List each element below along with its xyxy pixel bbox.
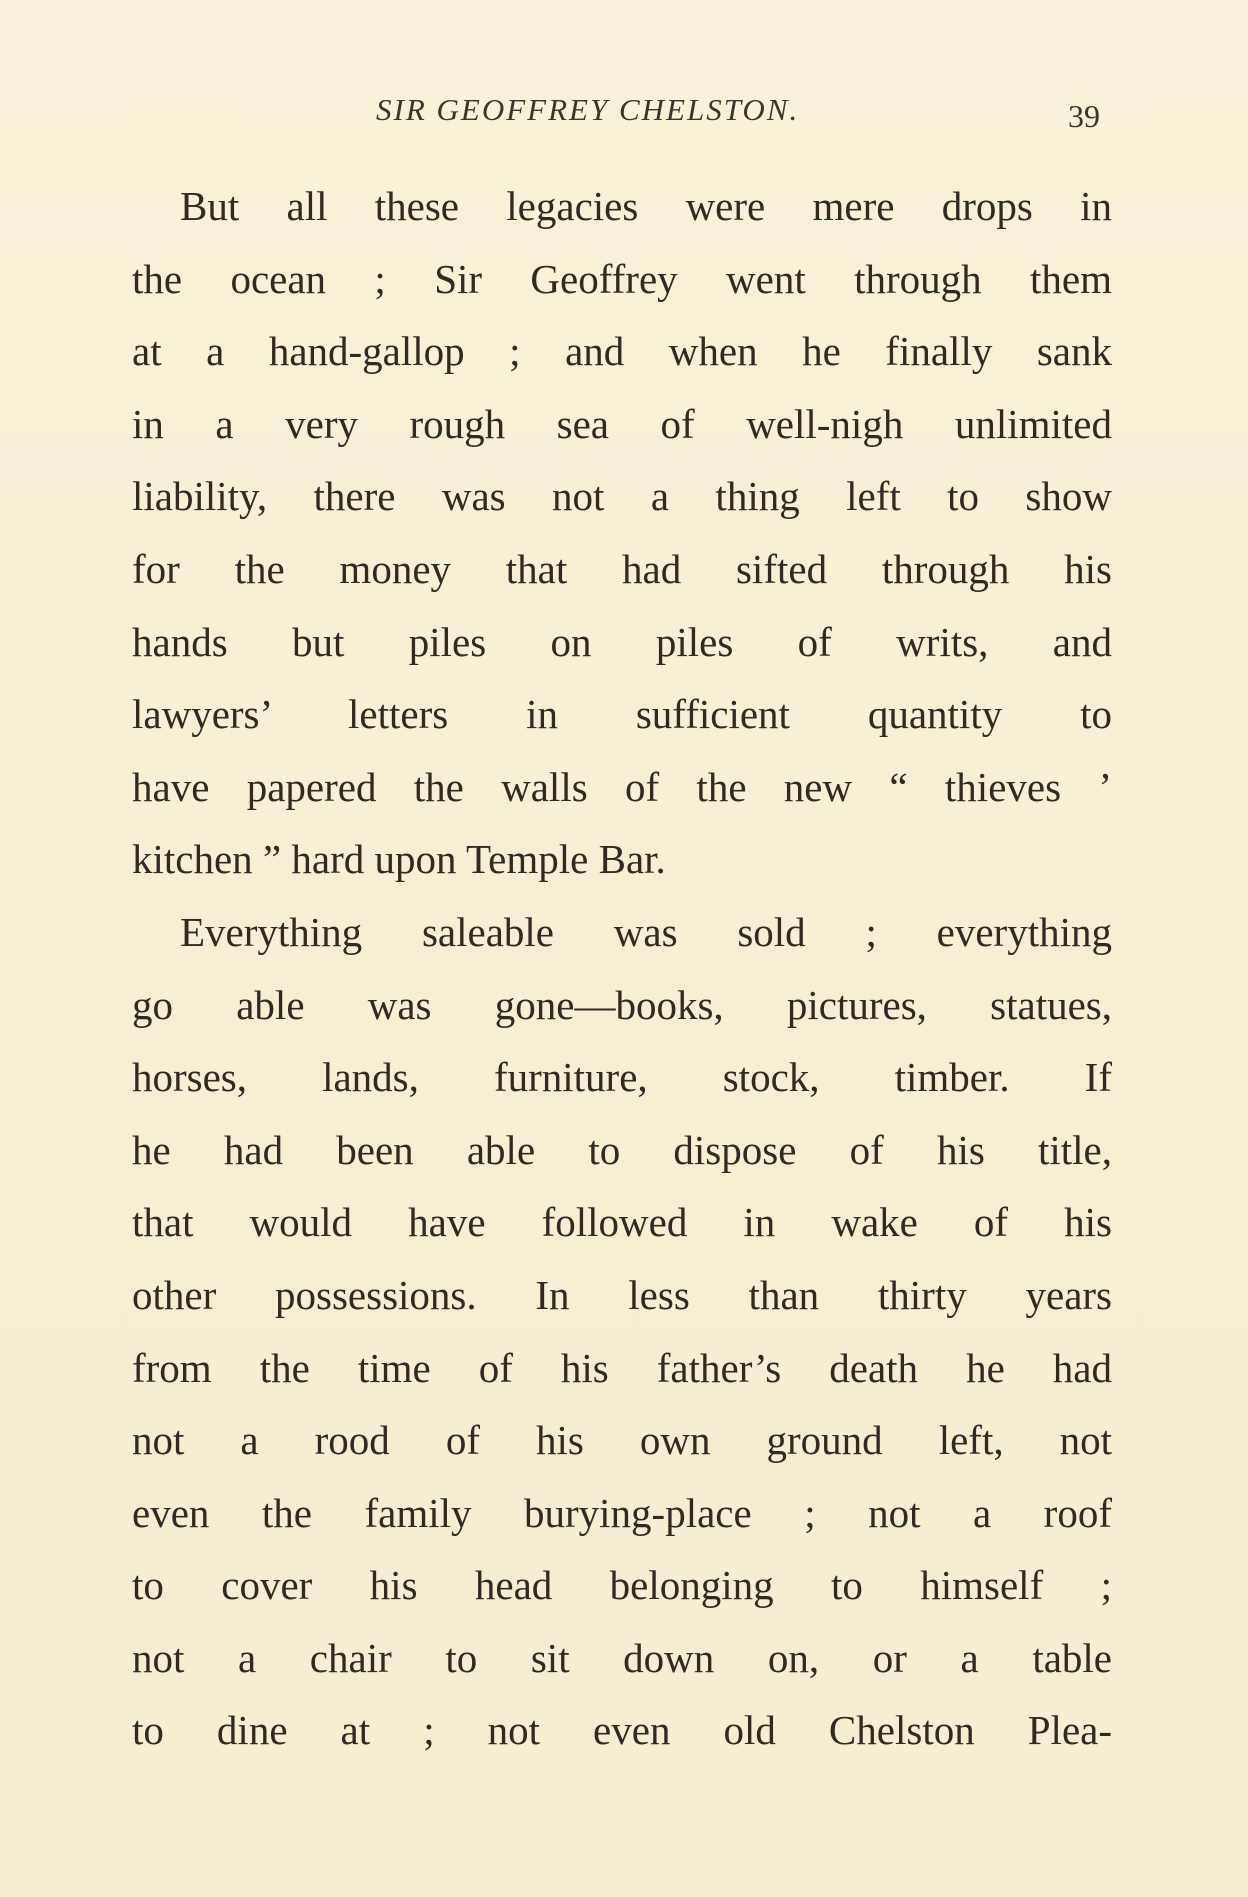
text-line: liability, there was not a thing left to show bbox=[132, 473, 1112, 520]
text-line: hands but piles on piles of writs, and bbox=[132, 618, 1112, 665]
text-line: to dine at ; not even old Chelston Plea- bbox=[132, 1707, 1112, 1754]
text-line: But all these legacies were mere drops in bbox=[180, 183, 1112, 229]
text-line: the ocean ; Sir Geoffrey went through them bbox=[132, 255, 1112, 302]
text-line: at a hand-gallop ; and when he finally sank bbox=[132, 328, 1112, 375]
text-line: to cover his head belonging to himself ; bbox=[132, 1562, 1112, 1609]
text-line: Everything saleable was sold ; everything bbox=[180, 908, 1112, 955]
text-line: have papered the walls of the new “ thieves ’ bbox=[132, 763, 1112, 810]
text-line: from the time of his father’s death he had bbox=[132, 1344, 1112, 1391]
text-line: go able was gone—books, pictures, statues, bbox=[132, 981, 1112, 1028]
running-head bbox=[0, 92, 1248, 132]
text-line: other possessions. In less than thirty years bbox=[132, 1271, 1112, 1318]
text-line: for the money that had sifted through his bbox=[132, 545, 1112, 592]
text-line: he had been able to dispose of his title, bbox=[132, 1126, 1112, 1173]
page-number: 39 bbox=[1068, 98, 1100, 134]
body-text bbox=[132, 170, 1112, 1767]
text-line: kitchen ” hard upon Temple Bar. bbox=[132, 836, 666, 883]
text-line: that would have followed in wake of his bbox=[132, 1199, 1112, 1246]
text-line: not a chair to sit down on, or a table bbox=[132, 1634, 1112, 1681]
text-line: horses, lands, furniture, stock, timber. If bbox=[132, 1054, 1112, 1101]
text-line: in a very rough sea of well-nigh unlimited bbox=[132, 400, 1112, 447]
text-line: not a rood of his own ground left, not bbox=[132, 1417, 1112, 1464]
text-line: lawyers’ letters in sufficient quantity to bbox=[132, 691, 1112, 738]
running-title: SIR GEOFFREY CHELSTON. bbox=[376, 92, 800, 127]
text-line: even the family burying-place ; not a roof bbox=[132, 1489, 1112, 1536]
